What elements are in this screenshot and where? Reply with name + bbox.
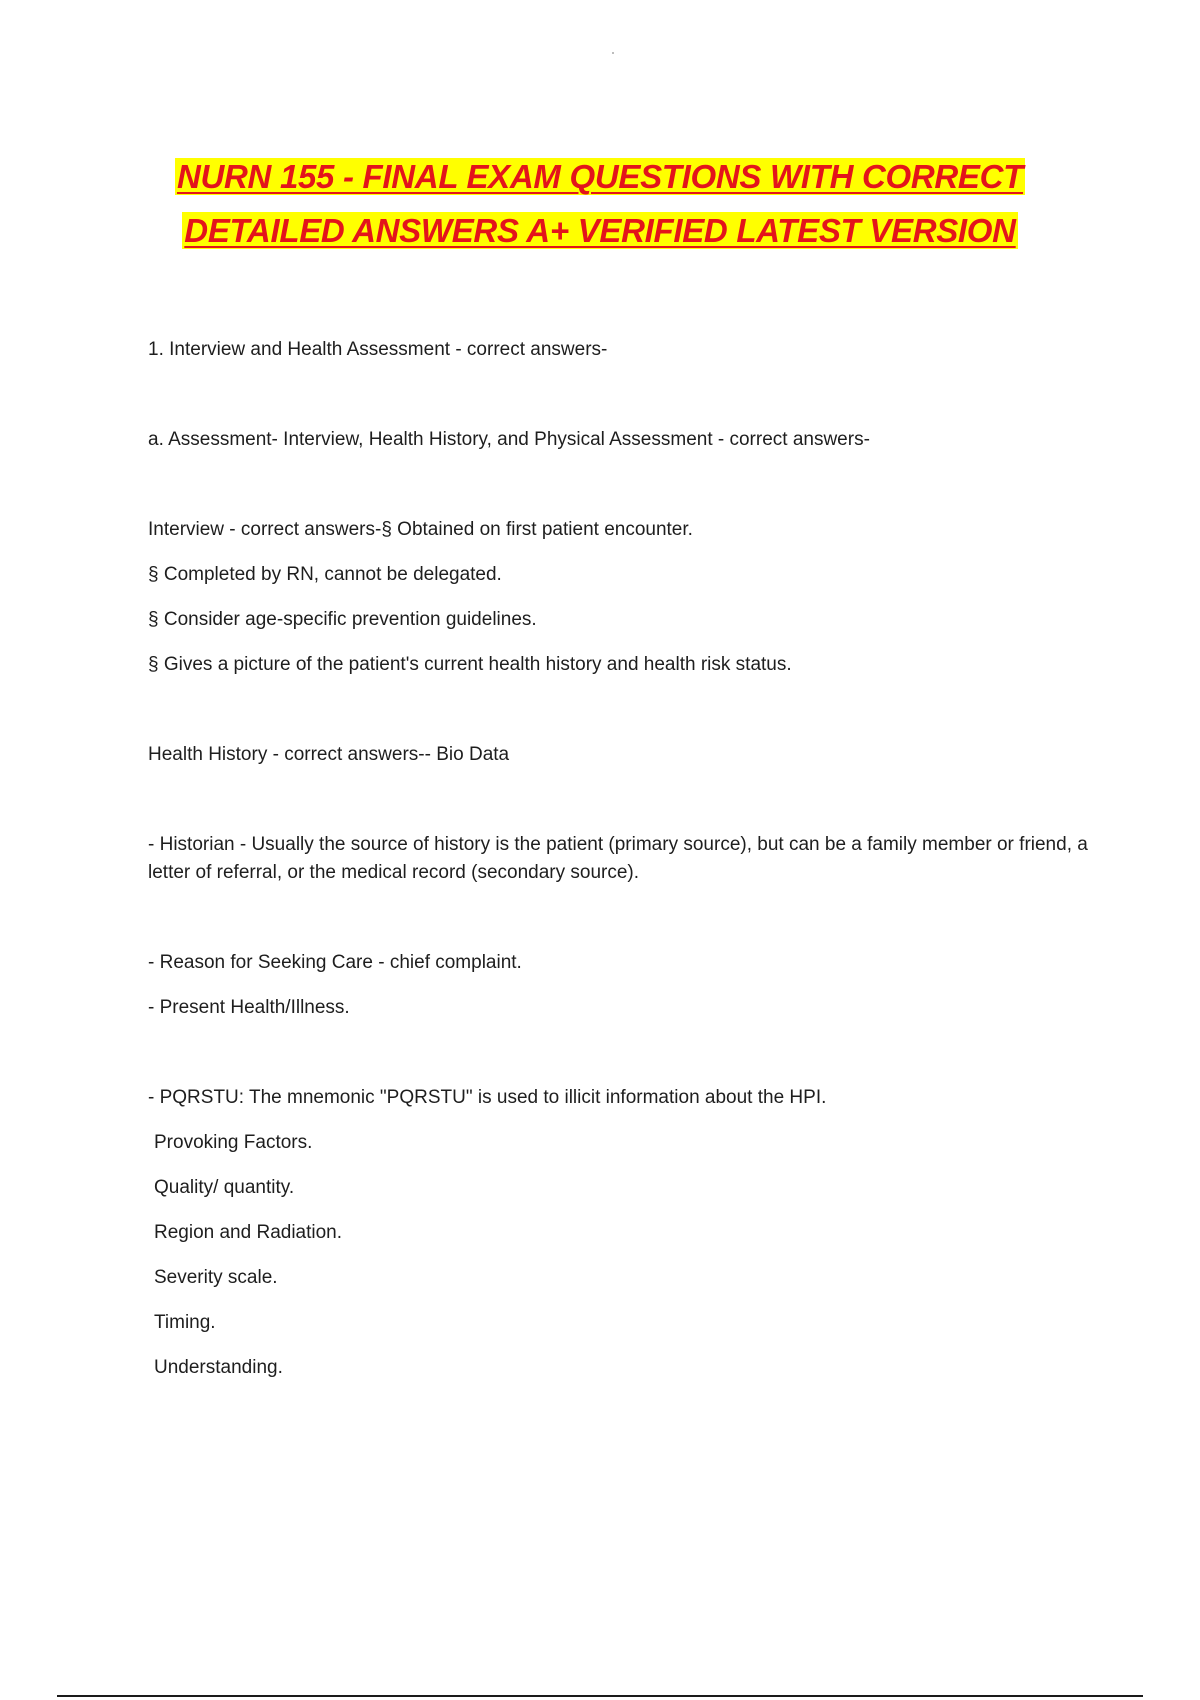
mnemonic-item-region: Region and Radiation.: [154, 1222, 343, 1243]
question-heading: 1. Interview and Health Assessment - correct answers-: [148, 339, 608, 360]
title-line-1: NURN 155 - FINAL EXAM QUESTIONS WITH CORRECT: [176, 158, 1024, 195]
present-illness-line: - Present Health/Illness.: [148, 997, 350, 1018]
mnemonic-item-timing: Timing.: [154, 1312, 216, 1333]
scan-speck: [612, 52, 614, 54]
mnemonic-item-provoking: Provoking Factors.: [154, 1132, 313, 1153]
bullet-consider: § Consider age-specific prevention guidelines.: [148, 609, 537, 630]
title-line-2: DETAILED ANSWERS A+ VERIFIED LATEST VERSION: [184, 212, 1016, 249]
reason-line: - Reason for Seeking Care - chief complaint.: [148, 952, 522, 973]
health-history-line: Health History - correct answers-- Bio Data: [148, 744, 510, 765]
interview-line: Interview - correct answers-§ Obtained on first patient encounter.: [148, 519, 693, 540]
bullet-completed: § Completed by RN, cannot be delegated.: [148, 564, 502, 585]
mnemonic-item-severity: Severity scale.: [154, 1267, 278, 1288]
document-title: [0, 150, 1200, 258]
mnemonic-item-quality: Quality/ quantity.: [154, 1177, 295, 1198]
bullet-gives: § Gives a picture of the patient's current health history and health risk status.: [148, 654, 792, 675]
pqrstu-line: - PQRSTU: The mnemonic "PQRSTU" is used to illicit information about the HPI.: [148, 1087, 827, 1108]
historian-paragraph: - Historian - Usually the source of history is the patient (primary source), but can be a family member or friend, a letter of referral, or the medical record (secondary source).: [148, 834, 1088, 883]
subsection-heading: a. Assessment- Interview, Health History, and Physical Assessment - correct answers-: [148, 429, 870, 450]
document-body: [148, 336, 1088, 1382]
mnemonic-item-understanding: Understanding.: [154, 1357, 283, 1378]
page-bottom-rule: [57, 1695, 1143, 1697]
